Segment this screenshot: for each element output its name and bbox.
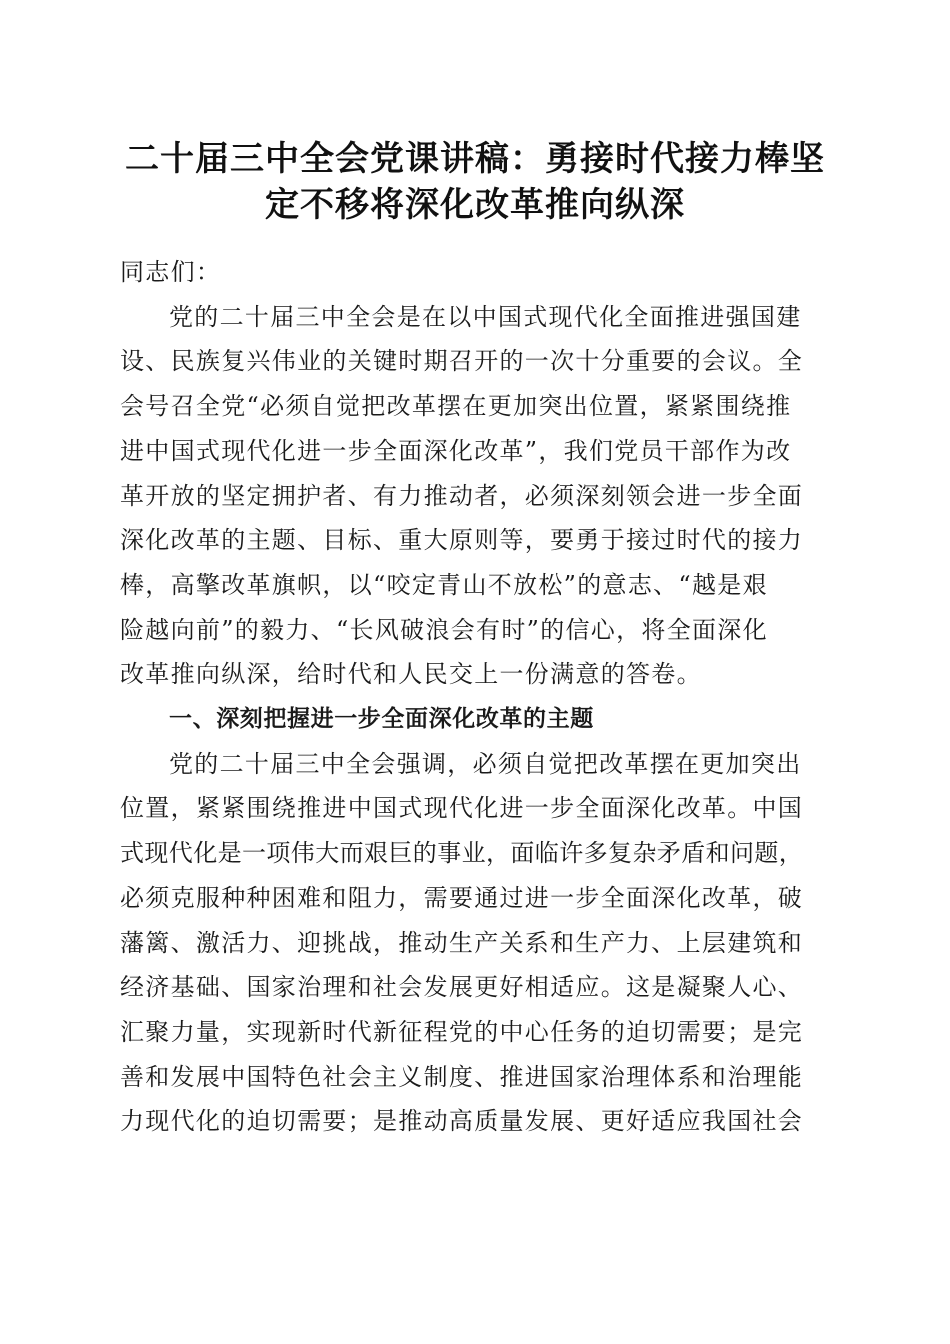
text-line: 力现代化的迫切需要；是推动高质量发展、更好适应我国社会 [120,1107,804,1136]
text-line: 式现代化是一项伟大而艰巨的事业，面临许多复杂矛盾和问题， [120,839,804,868]
text-line: 藩篱、激活力、迎挑战，推动生产关系和生产力、上层建筑和 [120,928,804,957]
title-line-2: 定不移将深化改革推向纵深 [265,185,685,225]
text-line: 进中国式现代化进一步全面深化改革”，我们党员干部作为改 [120,436,792,465]
salutation: 同志们： [120,258,222,286]
text-line: 会号召全党“必须自觉把改革摆在更加突出位置，紧紧围绕推 [120,392,792,421]
text-line: 善和发展中国特色社会主义制度、推进国家治理体系和治理能 [120,1062,804,1091]
text-line: 设、民族复兴伟业的关键时期召开的一次十分重要的会议。全 [120,347,804,376]
title-line-1: 二十届三中全会党课讲稿：勇接时代接力棒坚 [125,139,825,179]
text-line: 位置，紧紧围绕推进中国式现代化进一步全面深化改革。中国 [120,794,804,823]
text-line: 棒，高擎改革旗帜，以“咬定青山不放松”的意志、“越是艰 [120,570,768,599]
text-line: 必须克服种种困难和阻力，需要通过进一步全面深化改革，破 [120,883,804,912]
document-body [120,250,832,1144]
text-line: 深化改革的主题、目标、重大原则等，要勇于接过时代的接力 [120,526,804,555]
text-line: 改革推向纵深，给时代和人民交上一份满意的答卷。 [120,660,702,689]
text-line: 汇聚力量，实现新时代新征程党的中心任务的迫切需要；是完 [120,1017,804,1046]
text-line: 险越向前”的毅力、“长风破浪会有时”的信心，将全面深化 [120,615,768,644]
section-1-paragraph [120,742,832,1144]
text-line: 经济基础、国家治理和社会发展更好相适应。这是凝聚人心、 [120,973,804,1002]
section-heading-1: 一、深刻把握进一步全面深化改革的主题 [169,706,594,733]
intro-paragraph [120,295,832,697]
document-title [110,136,840,228]
text-line: 革开放的坚定拥护者、有力推动者，必须深刻领会进一步全面 [120,481,804,510]
text-line: 党的二十届三中全会是在以中国式现代化全面推进强国建 [169,302,802,331]
text-line: 党的二十届三中全会强调，必须自觉把改革摆在更加突出 [169,749,802,778]
